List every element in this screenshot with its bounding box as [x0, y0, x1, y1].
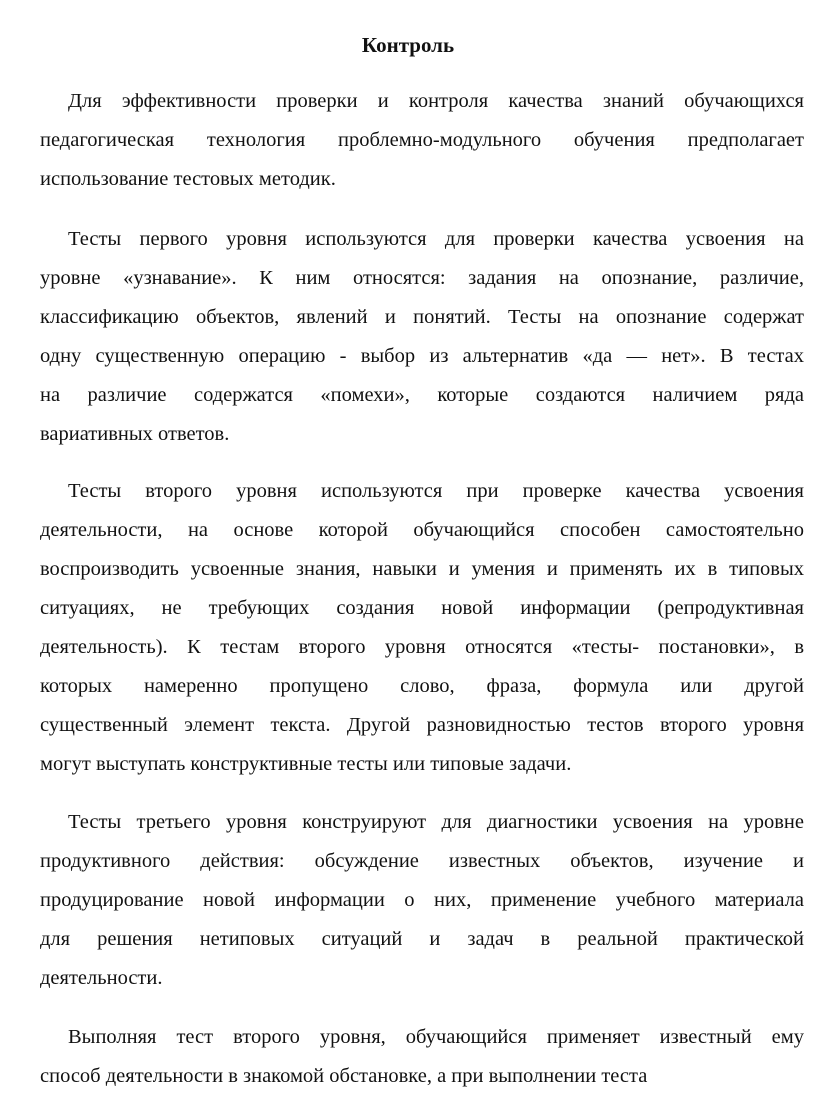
text-line: для решения нетиповых ситуаций и задач в реальной практической [40, 928, 804, 950]
text-line: способ деятельности в знакомой обстановке, а при выполнении теста [40, 1065, 648, 1087]
text-line: ситуациях, не требующих создания новой информации (репродуктивная [40, 597, 804, 619]
page-title: Контроль [361, 33, 455, 57]
text-line: использование тестовых методик. [40, 168, 336, 190]
text-line: деятельность). К тестам второго уровня относятся «тесты- постановки», в [40, 636, 804, 658]
text-line: продуктивного действия: обсуждение известных объектов, изучение и [40, 850, 804, 872]
text-line: на различие содержатся «помехи», которые создаются наличием ряда [40, 384, 804, 406]
text-line: воспроизводить усвоенные знания, навыки и умения и применять их в типовых [40, 558, 804, 580]
text-line: деятельности, на основе которой обучающийся способен самостоятельно [40, 519, 804, 541]
text-line: классификацию объектов, явлений и понятий. Тесты на опознание содержат [40, 306, 804, 328]
text-line: Выполняя тест второго уровня, обучающийся применяет известный ему [68, 1026, 804, 1048]
text-line: Тесты первого уровня используются для проверки качества усвоения на [68, 228, 804, 250]
paragraph-2 [40, 220, 804, 454]
paragraph-3 [40, 472, 804, 784]
text-line: Тесты третьего уровня конструируют для диагностики усвоения на уровне [68, 811, 804, 833]
text-line: деятельности. [40, 967, 163, 989]
text-line: Для эффективности проверки и контроля качества знаний обучающихся [68, 90, 804, 112]
paragraph-4 [40, 803, 804, 998]
text-line: которых намеренно пропущено слово, фраза, формула или другой [40, 675, 804, 697]
text-line: одну существенную операцию - выбор из альтернатив «да — нет». В тестах [40, 345, 804, 367]
text-line: вариативных ответов. [40, 423, 230, 445]
text-line: могут выступать конструктивные тесты или типовые задачи. [40, 753, 572, 775]
text-line: педагогическая технология проблемно-модульного обучения предполагает [40, 129, 804, 151]
text-line: существенный элемент текста. Другой разновидностью тестов второго уровня [40, 714, 804, 736]
paragraph-1 [40, 82, 804, 199]
text-line: уровне «узнавание». К ним относятся: задания на опознание, различие, [40, 267, 804, 289]
text-line: продуцирование новой информации о них, применение учебного материала [40, 889, 804, 911]
text-line: Тесты второго уровня используются при проверке качества усвоения [68, 480, 804, 502]
paragraph-5 [40, 1018, 804, 1096]
